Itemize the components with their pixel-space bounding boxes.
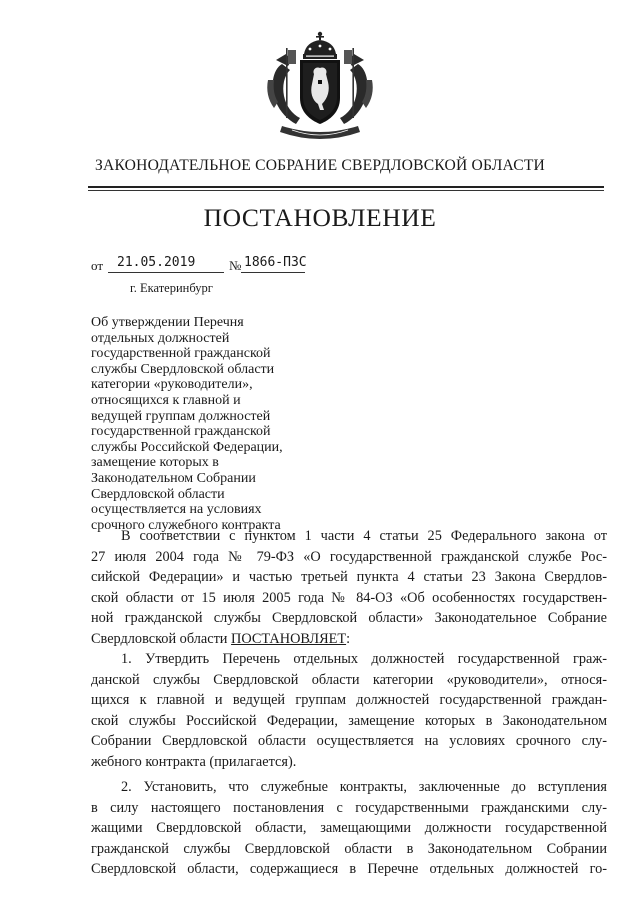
- date-prefix: от: [91, 258, 104, 273]
- subject-line: осуществляется на условиях: [91, 502, 262, 518]
- resolve-line-prefix: Свердловской области: [91, 630, 232, 647]
- paragraph-line: щихся к главной и ведущей группам должностей государственной граждан-: [91, 692, 607, 708]
- subject-line: службы Свердловской области: [91, 361, 275, 377]
- subject-line: государственной гражданской: [91, 346, 271, 362]
- number-prefix: №: [229, 258, 242, 273]
- sverdlovsk-coat-of-arms-icon: [262, 30, 378, 148]
- document-number: 1866-ПЗС: [244, 255, 307, 270]
- paragraph-line: данской службы Свердловской области категории «руководители», относя-: [91, 671, 607, 688]
- paragraph-line: в силу настоящего постановления с государственными гражданскими слу-: [91, 799, 607, 816]
- number-underline: [241, 272, 305, 273]
- subject-line: Свердловской области: [91, 486, 225, 502]
- document-date: 21.05.2019: [117, 255, 196, 270]
- paragraph-line: 27 июля 2004 года № 79-ФЗ «О государственной гражданской службе Рос-: [91, 548, 607, 565]
- subject-line: категории «руководители»,: [91, 377, 253, 393]
- paragraph-line: В соответствии с пунктом 1 части 4 статьи 25 Федерального закона от: [121, 528, 607, 544]
- subject-line: Законодательном Собрании: [91, 470, 256, 486]
- document-type-title: ПОСТАНОВЛЕНИЕ: [203, 203, 437, 232]
- item-2-paragraph: [91, 777, 607, 880]
- subject-line: государственной гражданской: [91, 424, 271, 440]
- header-rule-thick: [88, 186, 604, 188]
- paragraph-line: ской области от 15 июля 2005 года № 84-ОЗ «Об особенностях государствен-: [91, 589, 607, 606]
- subject-line: службы Российской Федерации,: [91, 439, 283, 455]
- paragraph-line: ной гражданской службы Свердловской области» Законодательное Собрание: [91, 610, 607, 626]
- paragraph-line: 1. Утвердить Перечень отдельных должностей государственной граж-: [121, 651, 607, 667]
- paragraph-line: [91, 629, 607, 650]
- subject-block: [91, 315, 331, 533]
- item-1-paragraph: [91, 649, 607, 772]
- resolve-line-suffix: :: [346, 630, 351, 647]
- assembly-name: ЗАКОНОДАТЕЛЬНОЕ СОБРАНИЕ СВЕРДЛОВСКОЙ ОБЛАСТИ: [94, 157, 546, 174]
- subject-line: отдельных должностей: [91, 330, 230, 346]
- paragraph-line: жебного контракта (прилагается).: [91, 753, 297, 770]
- city: г. Екатеринбург: [130, 281, 213, 295]
- paragraph-line: жащими Свердловской области, замещающими должности государственной: [91, 820, 607, 836]
- paragraph-line: ской службы Российской Федерации, замещение которых в Законодательном: [91, 712, 607, 729]
- subject-line: относящихся к главной и: [91, 392, 241, 408]
- paragraph-line: Свердловской области, содержащиеся в Перечне отдельных должностей го-: [91, 861, 607, 877]
- resolve-word: ПОСТАНОВЛЯЕТ: [231, 630, 347, 647]
- paragraph-line: 2. Установить, что служебные контракты, заключенные до вступления: [121, 779, 607, 795]
- paragraph-line: гражданской службы Свердловской области в Законодательном Собрании: [91, 840, 607, 857]
- subject-line: ведущей группам должностей: [91, 408, 271, 424]
- subject-line: Об утверждении Перечня: [91, 315, 244, 330]
- paragraph-line: сийской Федерации» и частью третьей пункта 4 статьи 23 Закона Свердлов-: [91, 569, 607, 585]
- preamble-paragraph: [91, 526, 607, 649]
- header-rule-thin: [88, 190, 604, 191]
- subject-line: срочного служебного контракта: [91, 517, 281, 533]
- subject-line: замещение которых в: [91, 455, 219, 471]
- paragraph-line: Собрании Свердловской области осуществляется на условиях срочного слу-: [91, 733, 607, 749]
- date-underline: [108, 272, 224, 273]
